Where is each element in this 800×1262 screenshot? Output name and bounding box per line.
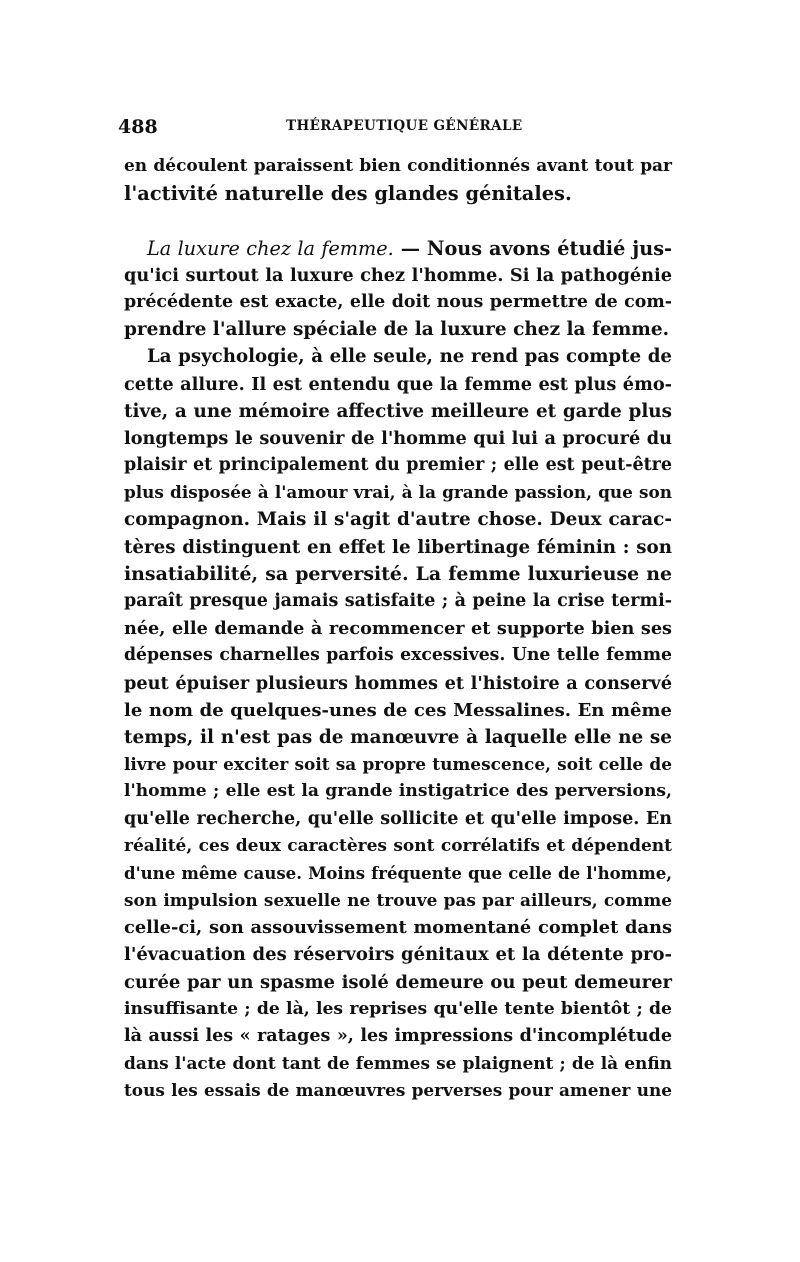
text-line: temps, il n'est pas de manœuvre à laquelle elle ne se (124, 726, 672, 748)
text-line: en découlent paraissent bien conditionnés avant tout par (124, 156, 672, 176)
text-line: qu'elle recherche, qu'elle sollicite et qu'elle impose. En (124, 808, 672, 829)
text-line: d'une même cause. Moins fréquente que celle de l'homme, (124, 862, 672, 883)
text-line: née, elle demande à recommencer et supporte bien ses (124, 618, 672, 640)
text-line: l'homme ; elle est la grande instigatrice des perversions, (124, 781, 672, 802)
text-line: dépenses charnelles parfois excessives. Une telle femme (124, 645, 672, 666)
text-line: plaisir et principalement du premier ; elle est peut-être (124, 455, 672, 476)
text-line: son impulsion sexuelle ne trouve pas par ailleurs, comme (124, 890, 672, 911)
text-line: qu'ici surtout la luxure chez l'homme. Si la pathogénie (124, 264, 672, 286)
text-line: tères distinguent en effet le libertinage féminin : son (124, 536, 672, 558)
text-line: tous les essais de manœuvres perverses pour amener une (124, 1080, 672, 1101)
paragraph-gap (124, 207, 672, 234)
text-line: longtemps le souvenir de l'homme qui lui a procuré du (124, 427, 672, 449)
text-line: peut épuiser plusieurs hommes et l'histoire a conservé (124, 672, 672, 694)
text-line: celle-ci, son assouvissement momentané complet dans (124, 917, 672, 939)
text-line: compagnon. Mais il s'agit d'autre chose. Deux carac- (124, 509, 672, 531)
text-line: insuffisante ; de là, les reprises qu'elle tente bientôt ; de (124, 998, 672, 1019)
text-line: l'évacuation des réservoirs génitaux et la détente pro- (124, 944, 672, 966)
text-line: dans l'acte dont tant de femmes se plaignent ; de là enfin (124, 1053, 672, 1074)
text-line: plus disposée à l'amour vrai, à la grande passion, que son (124, 482, 672, 503)
section-heading-line (124, 235, 672, 262)
text-line: livre pour exciter soit sa propre tumescence, soit celle de (124, 754, 672, 775)
text-line: insatiabilité, sa perversité. La femme luxurieuse ne (124, 562, 672, 585)
text-line: tive, a une mémoire affective meilleure et garde plus (124, 400, 672, 422)
text-line: l'activité naturelle des glandes génitales. (124, 182, 572, 206)
text-line: réalité, ces deux caractères sont corrélatifs et dépendent (124, 835, 672, 856)
section-title: La luxure chez la femme. (147, 236, 394, 260)
text-line: là aussi les « ratages », les impressions d'incomplétude (124, 1026, 672, 1046)
running-title: THÉRAPEUTIQUE GÉNÉRALE (286, 118, 523, 134)
text-line: prendre l'allure spéciale de la luxure chez la femme. (124, 319, 670, 341)
page-number: 488 (118, 116, 158, 138)
text-line: La psychologie, à elle seule, ne rend pas compte de (147, 346, 672, 368)
body-text (124, 153, 672, 1105)
text-line: le nom de quelques-unes de ces Messalines. En même (124, 699, 672, 721)
text-line: cette allure. Il est entendu que la femme est plus émo- (124, 373, 672, 395)
text-line: paraît presque jamais satisfaite ; à peine la crise termi- (124, 591, 672, 611)
running-head (118, 116, 678, 138)
text-line: curée par un spasme isolé demeure ou peut demeurer (124, 971, 672, 993)
section-title-continuation: — Nous avons étudié jus- (393, 236, 672, 260)
text-line: précédente est exacte, elle doit nous permettre de com- (124, 291, 672, 312)
